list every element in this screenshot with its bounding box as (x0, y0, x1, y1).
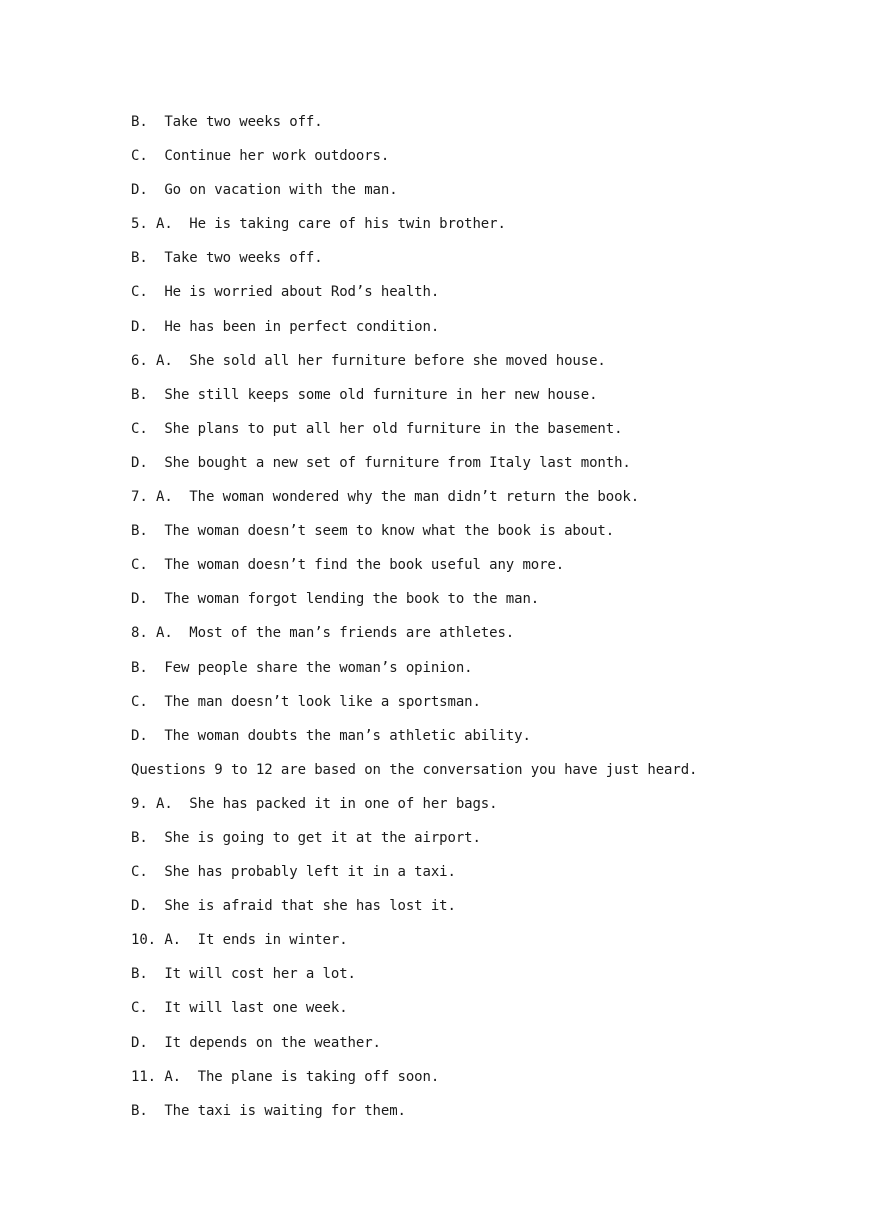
option-line: C. She plans to put all her old furniture in the basement. (131, 420, 623, 437)
option-line: D. She bought a new set of furniture from Italy last month. (131, 454, 631, 471)
option-line: D. Go on vacation with the man. (131, 182, 398, 199)
question-line: 10. A. It ends in winter. (131, 932, 348, 949)
option-line: D. It depends on the weather. (131, 1034, 381, 1051)
option-line: D. The woman forgot lending the book to the man. (131, 591, 540, 608)
option-line: C. It will last one week. (131, 1000, 348, 1017)
option-line: C. The woman doesn’t find the book useful any more. (131, 557, 565, 574)
option-line: C. He is worried about Rod’s health. (131, 284, 440, 301)
option-line: D. She is afraid that she has lost it. (131, 898, 456, 915)
question-line: 9. A. She has packed it in one of her bags. (131, 795, 498, 812)
question-line: 6. A. She sold all her furniture before she moved house. (131, 352, 606, 369)
question-line: 11. A. The plane is taking off soon. (131, 1068, 440, 1085)
option-line: B. Few people share the woman’s opinion. (131, 659, 473, 676)
option-line: C. She has probably left it in a taxi. (131, 864, 456, 881)
option-line: B. The taxi is waiting for them. (131, 1102, 406, 1119)
question-line: 8. A. Most of the man’s friends are athletes. (131, 625, 515, 642)
option-line: B. It will cost her a lot. (131, 966, 356, 983)
section-instruction: Questions 9 to 12 are based on the conversation you have just heard. (131, 761, 698, 778)
option-line: C. Continue her work outdoors. (131, 148, 390, 165)
option-line: B. She is going to get it at the airport. (131, 829, 481, 846)
question-line: 7. A. The woman wondered why the man didn’t return the book. (131, 489, 640, 506)
option-line: B. Take two weeks off. (131, 114, 323, 130)
option-line: B. Take two weeks off. (131, 250, 323, 267)
document-page (131, 111, 831, 1134)
option-line: C. The man doesn’t look like a sportsman. (131, 693, 481, 710)
option-line: D. The woman doubts the man’s athletic ability. (131, 727, 531, 744)
question-line: 5. A. He is taking care of his twin brother. (131, 216, 506, 233)
option-line: B. The woman doesn’t seem to know what the book is about. (131, 523, 615, 540)
option-line: D. He has been in perfect condition. (131, 318, 440, 335)
option-line: B. She still keeps some old furniture in her new house. (131, 386, 598, 403)
